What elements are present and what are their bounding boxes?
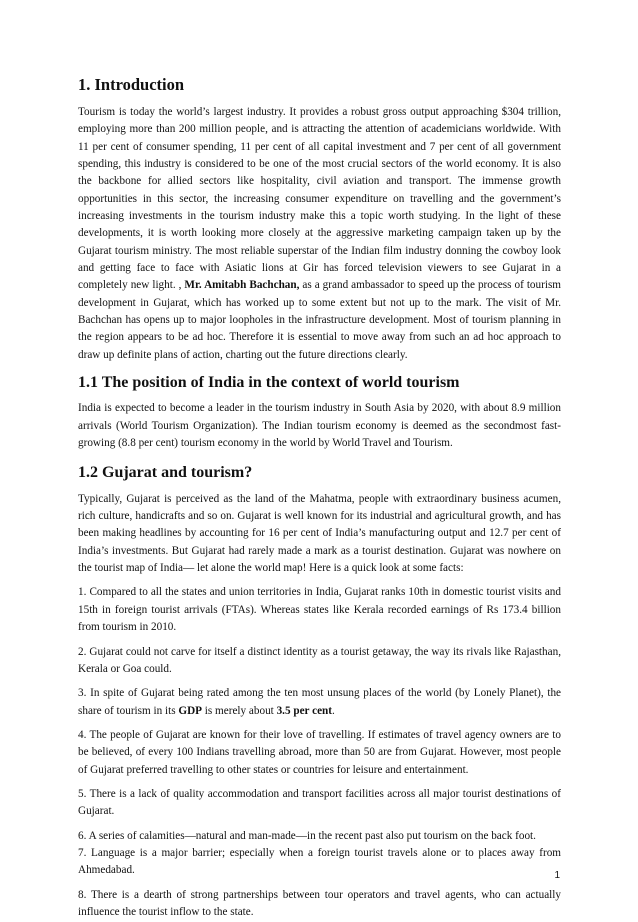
intro-text-a: Tourism is today the world’s largest industry. It provides a robust gross output approaching $304 trillion, employing more than 200 million people, and is attracting the attention of academicians worldwide. With 11 per cent of consumer spending, 11 per cent of all capital investment and 7 per cent of all government spending, this industry is considered to be one of the most crucial sectors of the world economy. It is also the backbone for allied sectors like hospitality, civil aviation and transport. The immense growth opportunities in this sector, the increasing consumer expenditure on travelling and the government’s increasing investments in the tourism industry make this a topic worth studying. In the light of these developments, it is worth looking more closely at the aggressive marketing campaign taken up by the Gujarat tourism ministry. The most reliable superstar of the Indian film industry donning the cowboy look and getting face to face with Asiatic lions at Gir has forced television viewers to see Gujarat in a completely new light. , bbox=[78, 105, 561, 292]
heading-section-1-2: 1.2 Gujarat and tourism? bbox=[78, 464, 253, 482]
fact-3-text-b: is merely about bbox=[202, 704, 277, 717]
fact-6: 6. A series of calamities—natural and man-made—in the recent past also put tourism on the back foot. bbox=[78, 829, 536, 842]
fact-8: 8. There is a dearth of strong partnerships between tour operators and travel agents, who can actually influence the tourist inflow to the state. bbox=[78, 888, 561, 919]
intro-bold-name: Mr. Amitabh Bachchan, bbox=[181, 279, 300, 292]
page-number: 1 bbox=[554, 870, 560, 881]
fact-1: 1. Compared to all the states and union territories in India, Gujarat ranks 10th in domestic tourist visits and 15th in foreign tourist arrivals (FTAs). Whereas states like Kerala recorded earnings of Rs 173.4 billion from tourism in 2010. bbox=[78, 586, 561, 634]
fact-2: 2. Gujarat could not carve for itself a distinct identity as a tourist getaway, the way its rivals like Rajasthan, Kerala or Goa could. bbox=[78, 645, 561, 675]
fact-5: 5. There is a lack of quality accommodation and transport facilities across all major tourist destinations of Gujarat. bbox=[78, 788, 561, 818]
fact-3 bbox=[78, 685, 561, 720]
section-1-2-intro: Typically, Gujarat is perceived as the land of the Mahatma, people with extraordinary business acumen, rich culture, handicrafts and so on. Gujarat is well known for its industrial and agricultural growth, and has been making headlines by accounting for 16 per cent of India’s manufacturing output and 12.7 per cent of India’s investments. But Gujarat had rarely made a mark as a tourist destination. Gujarat was nowhere on the tourist map of India— let alone the world map! Here is a quick look at some facts: bbox=[78, 492, 561, 575]
heading-introduction: 1. Introduction bbox=[78, 75, 185, 94]
intro-paragraph bbox=[78, 104, 561, 364]
fact-7: 7. Language is a major barrier; especially when a foreign tourist travels alone or to places away from Ahmedabad. bbox=[78, 847, 561, 877]
fact-3-percent: 3.5 per cent bbox=[276, 704, 332, 717]
intro-text-b: as a grand ambassador to speed up the process of tourism development in Gujarat, which has worked up to some extent but not up to the mark. The visit of Mr. Bachchan has opens up to major loopholes in the infrastructure development. Most of tourism planning in the region appears to be ad hoc. Therefore it is essential to move away from such an ad hoc approach to draw up definite plans of action, charting out the future directions clearly. bbox=[78, 279, 562, 361]
fact-3-text-a: 3. In spite of Gujarat being rated among the ten most unsung places of the world (by Lonely Planet), the share of tourism in its bbox=[78, 687, 561, 717]
section-1-1-paragraph: India is expected to become a leader in the tourism industry in South Asia by 2020, with about 8.9 million arrivals (World Tourism Organization). The Indian tourism economy is deemed as the secondmost fast-growing (8.8 per cent) tourism economy in the world by World Travel and Tourism. bbox=[78, 402, 561, 450]
heading-section-1-1: 1.1 The position of India in the context of world tourism bbox=[78, 374, 460, 392]
fact-4: 4. The people of Gujarat are known for their love of travelling. If estimates of travel agency owners are to be believed, of every 100 Indians travelling abroad, more than 50 are from Gujarat. However, most people of Gujarat preferred travelling to other states or countries for leisure and entertainment. bbox=[78, 728, 561, 776]
fact-3-gdp: GDP bbox=[178, 704, 202, 717]
fact-3-text-c: . bbox=[332, 704, 335, 717]
